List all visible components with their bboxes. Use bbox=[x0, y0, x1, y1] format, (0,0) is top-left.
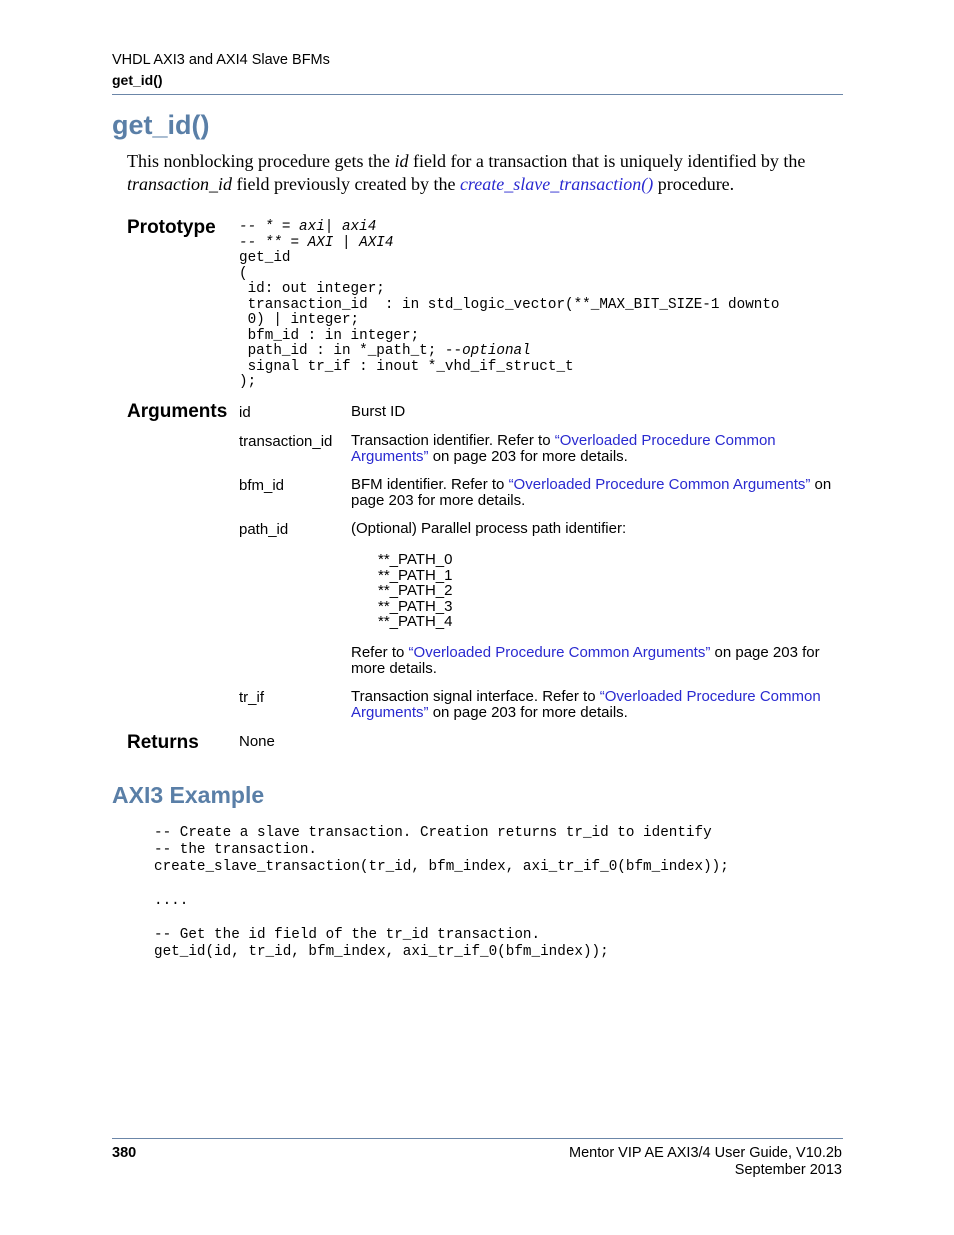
footer-rule bbox=[112, 1138, 843, 1139]
arg-desc-path-id: (Optional) Parallel process path identifier: bbox=[351, 520, 627, 537]
header-rule bbox=[112, 94, 843, 95]
returns-value: None bbox=[239, 733, 275, 750]
overloaded-args-link[interactable]: “Overloaded Procedure Common Arguments” bbox=[508, 476, 811, 493]
arg-name-id: id bbox=[239, 404, 251, 421]
path-value: **_PATH_3 bbox=[378, 597, 453, 615]
arg-desc-bfm-id: BFM identifier. Refer to “Overloaded Procedure Common Arguments” on page 203 for more details. bbox=[351, 476, 832, 509]
intro-paragraph: This nonblocking procedure gets the id field for a transaction that is uniquely identified by the transaction_id field previously created by the create_slave_transaction() procedure. bbox=[127, 151, 806, 194]
path-value: **_PATH_4 bbox=[378, 613, 453, 630]
page-number: 380 bbox=[112, 1145, 137, 1161]
path-value: **_PATH_1 bbox=[378, 566, 453, 584]
example-code: -- Create a slave transaction. Creation returns tr_id to identify -- the transaction. create_slave_transaction(tr_id, bfm_index, axi_tr_if_0(bfm_index)); .... -- Get the id field of the tr_id transaction. get_id(id, tr_id, bfm_index, axi_tr_if_0(bfm_index)); bbox=[154, 825, 729, 960]
prototype-label: Prototype bbox=[127, 217, 216, 238]
footer-date: September 2013 bbox=[734, 1162, 842, 1178]
arg-desc-tr-if: Transaction signal interface. Refer to “Overloaded Procedure Common Arguments” on page 203 for more details. bbox=[351, 688, 821, 721]
arg-name-tr-if: tr_if bbox=[239, 689, 265, 706]
path-id-values bbox=[378, 552, 452, 630]
arg-desc-transaction-id: Transaction identifier. Refer to “Overloaded Procedure Common Arguments” on page 203 for more details. bbox=[351, 432, 776, 465]
overloaded-args-link[interactable]: “Overloaded Procedure Common Arguments” bbox=[351, 688, 821, 721]
footer-info bbox=[569, 1145, 842, 1179]
arg-desc-id: Burst ID bbox=[351, 403, 406, 420]
prototype-code: -- * = axi| axi4 -- ** = AXI | AXI4 get_id ( id: out integer; transaction_id : in std_logic_vector(**_MAX_BIT_SIZE-1 downto 0) | integer; bfm_id : in integer; path_id : in *_path_t; --optional signal tr_if : inout *_vhd_if_struct_t ); bbox=[239, 219, 780, 390]
overloaded-args-link[interactable]: “Overloaded Procedure Common Arguments” bbox=[351, 432, 776, 465]
page-title: get_id() bbox=[112, 110, 210, 140]
create-slave-transaction-link[interactable]: create_slave_transaction() bbox=[459, 174, 654, 194]
running-header-topic: get_id() bbox=[112, 72, 163, 88]
arg-desc-path-id-refer: Refer to “Overloaded Procedure Common Arguments” on page 203 for more details. bbox=[351, 644, 820, 677]
arg-name-path-id: path_id bbox=[239, 521, 289, 538]
returns-label: Returns bbox=[127, 732, 199, 753]
path-value: **_PATH_2 bbox=[378, 582, 453, 599]
path-value: **_PATH_0 bbox=[378, 551, 453, 568]
overloaded-args-link[interactable]: “Overloaded Procedure Common Arguments” bbox=[408, 644, 711, 661]
arg-name-bfm-id: bfm_id bbox=[239, 477, 285, 494]
footer-guide: Mentor VIP AE AXI3/4 User Guide, V10.2b bbox=[569, 1145, 842, 1161]
example-heading: AXI3 Example bbox=[112, 782, 265, 808]
arguments-label: Arguments bbox=[127, 401, 228, 422]
running-header-section: VHDL AXI3 and AXI4 Slave BFMs bbox=[112, 52, 330, 68]
arg-name-transaction-id: transaction_id bbox=[239, 433, 333, 450]
